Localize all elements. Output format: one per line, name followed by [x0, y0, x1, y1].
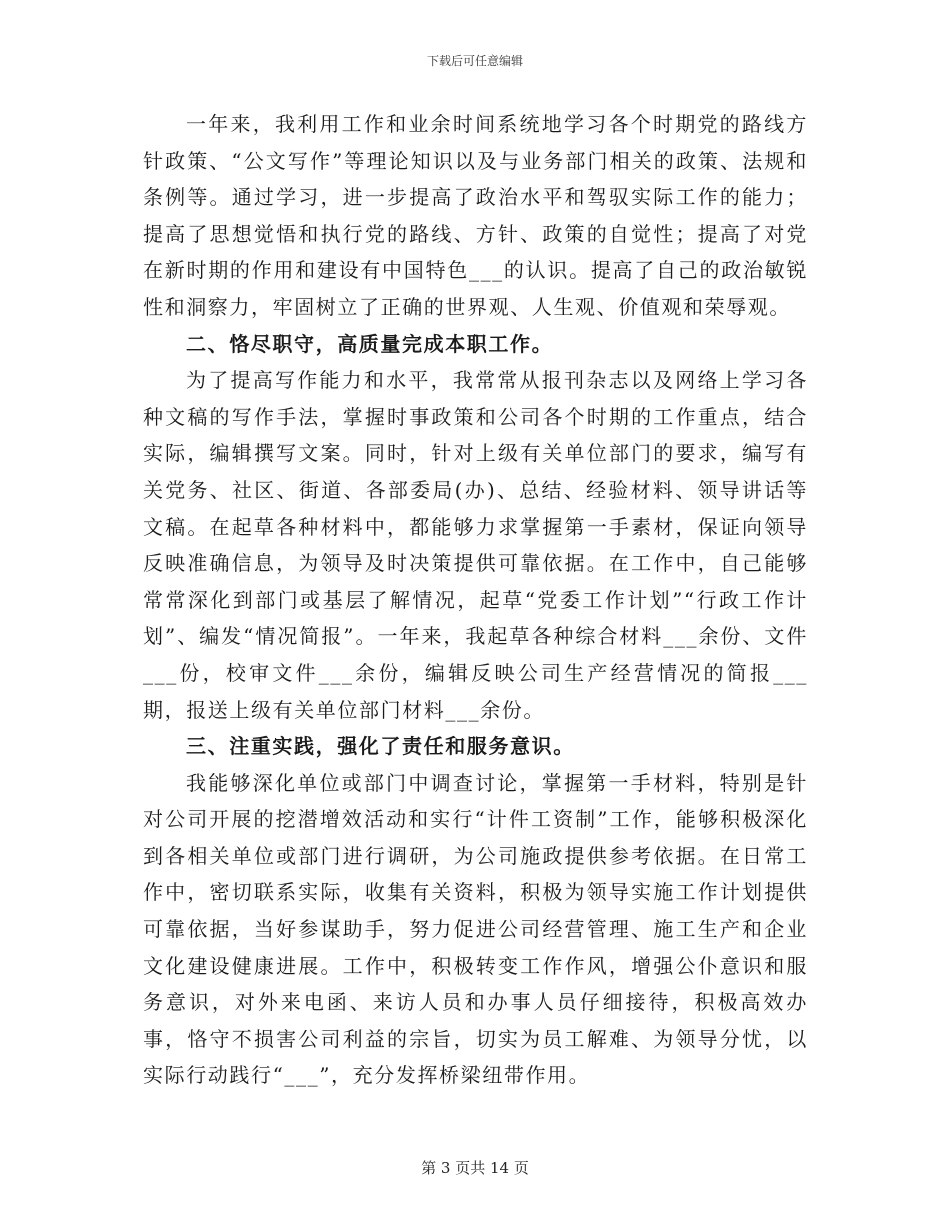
section-heading-practice: 三、注重实践，强化了责任和服务意识。 — [186, 734, 575, 759]
paragraph-service: 我能够深化单位或部门中调查讨论，掌握第一手材料，特别是针对公司开展的挖潜增效活动和实行“计件工资制”工作，能够积极深化到各相关单位或部门进行调研，为公司施政提供参考依据。在日常工作中，密切联系实际，收集有关资料，积极为领导实施工作计划提供可靠依据，当好参谋助手，努力促进公司经营管理、施工生产和企业文化建设健康进展。工作中，积极转变工作作风，增强公仆意识和服务意识，对外来电函、来访人员和办事人员仔细接待，积极高效办事，恪守不损害公司利益的宗旨，切实为员工解难、为领导分忧，以实际行动践行“___”，充分发挥桥梁纽带作用。 — [143, 770, 808, 1088]
document-body — [143, 106, 808, 1094]
section-heading-duty: 二、恪尽职守，高质量完成本职工作。 — [186, 331, 554, 356]
paragraph-study: 一年来，我利用工作和业余时间系统地学习各个时期党的路线方针政策、“公文写作”等理论知识以及与业务部门相关的政策、法规和条例等。通过学习，进一步提高了政治水平和驾驭实际工作的能力；提高了思想觉悟和执行党的路线、方针、政策的自觉性；提高了对党在新时期的作用和建设有中国特色___的认识。提高了自己的政治敏锐性和洞察力，牢固树立了正确的世界观、人生观、价值观和荣辱观。 — [143, 112, 808, 319]
paragraph-writing-work: 为了提高写作能力和水平，我常常从报刊杂志以及网络上学习各种文稿的写作手法，掌握时事政策和公司各个时期的工作重点，结合实际，编辑撰写文案。同时，针对上级有关单位部门的要求，编写有关党务、社区、街道、各部委局(办)、总结、经验材料、领导讲话等文稿。在起草各种材料中，都能够力求掌握第一手素材，保证向领导反映准确信息，为领导及时决策提供可靠依据。在工作中，自己能够常常深化到部门或基层了解情况，起草“党委工作计划”“行政工作计划”、编发“情况简报”。一年来，我起草各种综合材料___余份、文件___份，校审文件___余份，编辑反映公司生产经营情况的简报___期，报送上级有关单位部门材料___余份。 — [143, 368, 808, 722]
page-header: 下载后可任意编辑 — [426, 54, 523, 68]
page-number-footer: 第 3 页共 14 页 — [421, 1159, 529, 1177]
